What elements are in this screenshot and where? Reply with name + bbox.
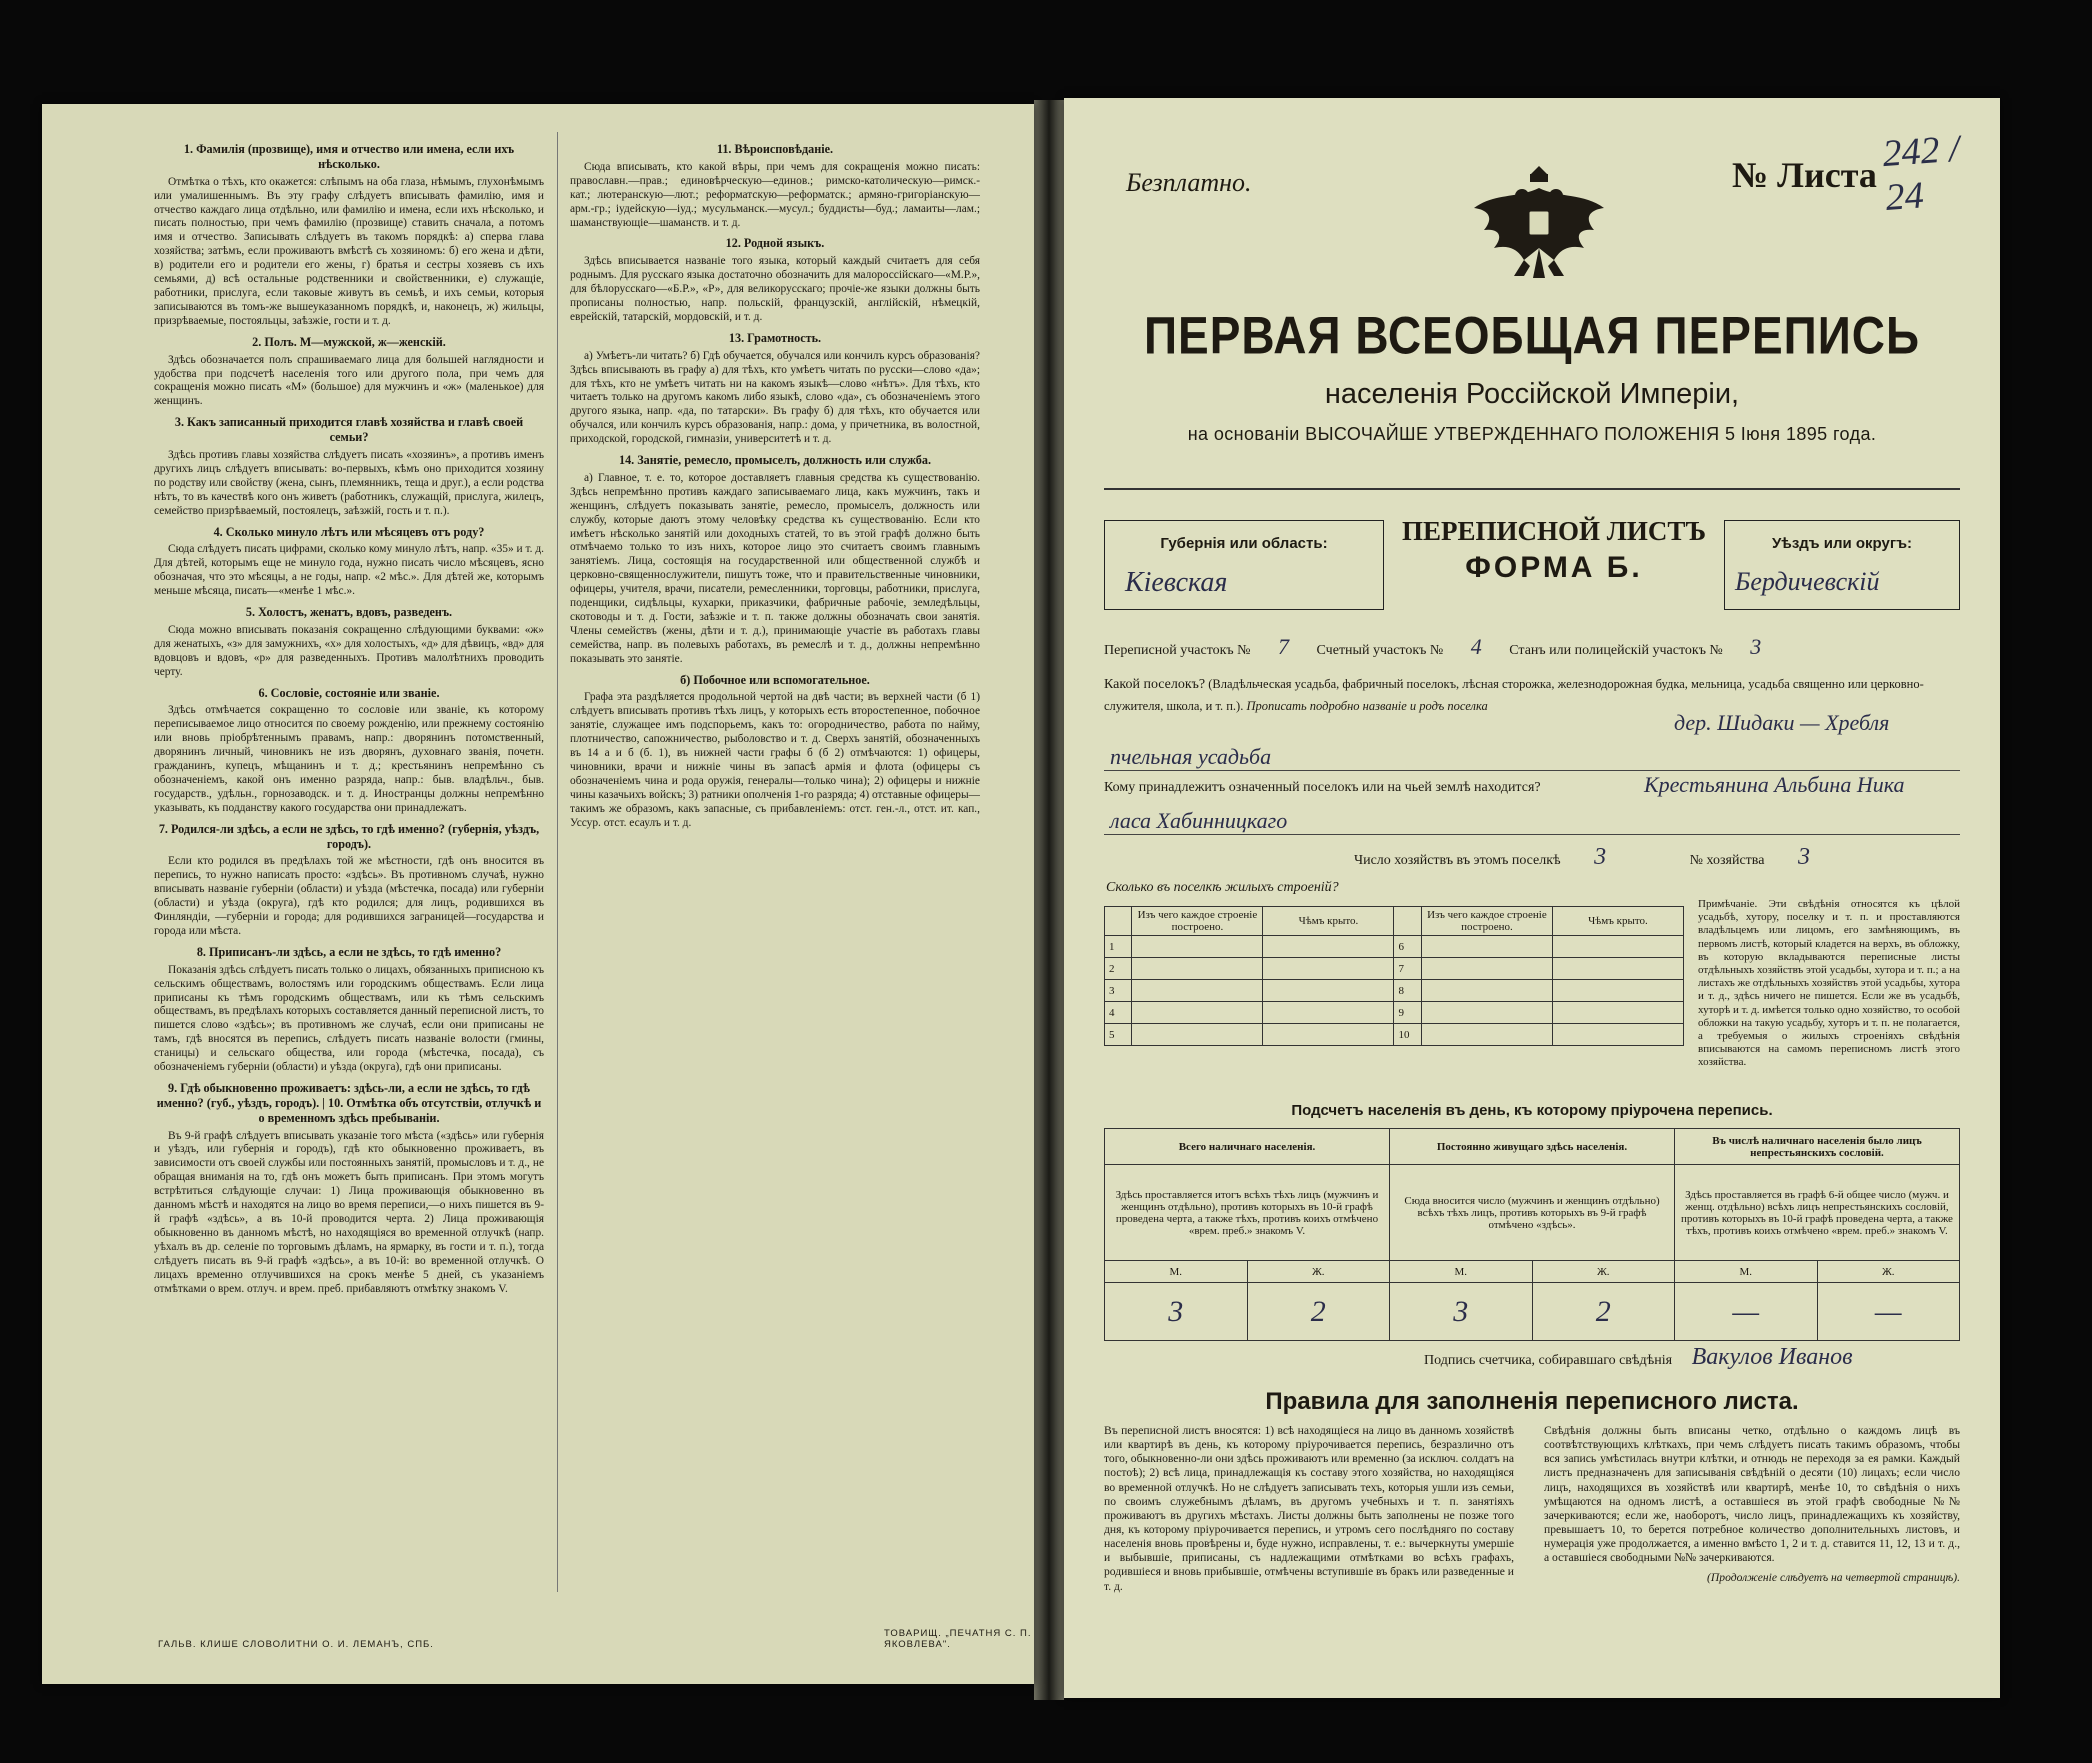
count-district-label: Счетный участокъ № bbox=[1316, 643, 1444, 658]
signature-line bbox=[1424, 1344, 1853, 1371]
section-text: Здѣсь противъ главы хозяйства слѣдуетъ писать «хозяинъ», а противъ именъ другихъ лицъ слѣдуетъ вписывать: во-первыхъ, кѣмъ оно приходится хозяину по родству или свойству (жена, сынъ, племянникъ, теща и друг.), а если родства нѣтъ, то въ качествѣ кого онъ живетъ (работникъ, служащій, прислуга, жилецъ, семейство призрѣваемый, постоялецъ, заѣзжій, гость и т. п.). bbox=[154, 448, 544, 517]
signature-value: Вакулов Иванов bbox=[1691, 1344, 1853, 1370]
instructions-column-1 bbox=[154, 136, 544, 1604]
section-text: Сюда можно вписывать показанія сокращенно слѣдующими буквами: «ж» для женатыхъ, «з» для замужнихъ, «х» для холостыхъ, «д» для дѣвицъ, «вд» для вдовцовъ и вдовъ, «р» для разведенныхъ. Противъ малолѣтнихъ проводить черту. bbox=[154, 623, 544, 678]
column-divider bbox=[557, 132, 558, 1592]
section-heading: 3. Какъ записанный приходится главѣ хозяйства и главѣ своей семьи? bbox=[174, 415, 524, 445]
section-heading: 5. Холостъ, женатъ, вдовъ, разведенъ. bbox=[245, 605, 453, 619]
building-row-number: 10 bbox=[1394, 1024, 1421, 1046]
section-text: Здѣсь обозначается полъ спрашиваемаго лица для большей наглядности и удобства при подсчетѣ населенія того или другого пола, при чемъ для сокращенія можно писать «М» (большое) для мужчинъ и «ж» (маленькое) для женщинъ. bbox=[154, 353, 544, 408]
tally-header-total: Всего наличнаго населенія. bbox=[1105, 1129, 1390, 1165]
household-number-value: 3 bbox=[1797, 844, 1810, 870]
section-text: Въ 9-й графѣ слѣдуетъ вписывать указаніе того мѣста («здѣсь» или губернія и уѣздъ, или губернія и городъ), гдѣ кто обыкновенно проживаетъ, въ зависимости отъ своей службы или постоянныхъ занятій, промысловъ и т. д., не обращая вниманія на то, гдѣ онъ можетъ быть приписанъ. При этомъ могутъ встрѣтиться слѣдующіе случаи: 1) Лица проживающія обыкновенно въ данномъ мѣстѣ и находятся на лицо во время переписи,—о нихъ пишется въ 9-й графѣ «здѣсь», а въ 10-й проводится черта. 2) Лица проживающія обыкновенно въ данномъ мѣстѣ, но находящіяся во временной отлучкѣ (напр. уѣхалъ въ др. селеніе по торговымъ дѣламъ, на ярмарку, въ гости и т. п.), тогда слѣдуетъ писать въ 9-й графѣ «здѣсь», а въ 10-й: во временной отлучкѣ. О лицахъ временно отлучившихся на срокъ менѣе 5 дней, съ указаніемъ отмѣтками о врем. отлуч. и врем. преб. прибавляютъ отмѣтку знакомъ V. bbox=[154, 1129, 544, 1295]
section-heading: 7. Родился-ли здѣсь, а если не здѣсь, то гдѣ именно? (губернія, уѣздъ, городъ). bbox=[158, 821, 540, 851]
households-label: Число хозяйствъ въ этомъ поселкѣ bbox=[1354, 853, 1561, 868]
form-name: ФОРМА Б. bbox=[1465, 551, 1643, 584]
settlement-hint: (Владѣльческая усадьба, фабричный поселокъ, лѣсная сторожка, железнодорожная будка, мельница, усадьба священно или церковно-служителя, школа, и т. п.). bbox=[1104, 677, 1924, 714]
uezd-box bbox=[1724, 520, 1960, 610]
section-heading: 11. Вѣроисповѣданіе. bbox=[716, 142, 834, 156]
census-subtitle: населенія Россійской Имперіи, bbox=[1324, 378, 1740, 410]
census-district-value: 7 bbox=[1278, 634, 1290, 659]
section-heading: 12. Родной языкъ. bbox=[725, 236, 825, 251]
tally-header-permanent: Постоянно живущаго здѣсь населенія. bbox=[1390, 1129, 1675, 1165]
building-row-number: 9 bbox=[1394, 1002, 1421, 1024]
settlement-label: Какой поселокъ? bbox=[1104, 677, 1206, 692]
gubernia-value: Кіевская bbox=[1125, 567, 1228, 598]
tally-value: 3 bbox=[1390, 1283, 1533, 1341]
tally-sex-header: Ж. bbox=[1247, 1261, 1390, 1283]
buildings-col-material-2: Изъ чего каждое строеніе построено. bbox=[1421, 907, 1552, 936]
buildings-col-roof-2: Чѣмъ крыто. bbox=[1552, 907, 1683, 936]
uezd-label: Уѣздъ или округъ: bbox=[1771, 535, 1913, 552]
section-heading: 4. Сколько минуло лѣтъ или мѣсяцевъ отъ роду? bbox=[213, 524, 485, 539]
rules-continued: (Продолженіе слѣдуетъ на четвертой страницѣ). bbox=[1707, 1571, 1960, 1585]
section-text: Если кто родился въ предѣлахъ той же мѣстности, гдѣ онъ вносится въ перепись, то нужно написать просто: «здѣсь». Въ противномъ случаѣ, нужно вписывать названіе губерніи (области) и уѣзда (мѣстечка, посада) или губерніи (области) и уѣзда (округа), гдѣ кто родился; для лицъ, родившихся въ Финляндіи, —губерніи и города; для родившихся заграницей—государства и города или мѣста. bbox=[154, 855, 544, 937]
section-heading: 14. Занятіе, ремесло, промыселъ, должность или служба. bbox=[618, 453, 932, 468]
buildings-table bbox=[1104, 906, 1684, 1046]
building-row-number: 1 bbox=[1105, 936, 1132, 958]
building-row-number: 2 bbox=[1105, 958, 1132, 980]
imperial-eagle-emblem-icon bbox=[1464, 148, 1614, 298]
free-label: Безплатно. bbox=[1126, 168, 1252, 197]
count-district-value: 4 bbox=[1470, 634, 1482, 659]
section-text: Графа эта раздѣляется продольной чертой на двѣ части; въ верхней части (б 1) слѣдуетъ вписывать противъ тѣхъ лицъ, у которыхъ есть второстепенное, побочное занятіе, служащее имъ подспорьемъ, какъ то: огородничество, работа по найму, плотничество, сапожничество, рыболовство и т. д. Сверхъ занятій, обозначенныхъ въ 14 а и б (б. 1), въ нижней части графы б (б 2) отмѣчаются: 1) офицеры, чиновники, врачи и нижніе чины въ запасѣ армія и флота (офицеры съ обозначеніемъ чина и рода оружія, генералы—только чина); 2) офицеры и нижніе чины казачьихъ войскъ; 3) ратники ополченія 1-го разряда; 4) отставные офицеры—такимъ же образомъ, какъ запасные, съ прибавленіемъ: отст. ген.-л., отст. ит. кап., Уссур. отст. есаулъ и т. д. bbox=[570, 691, 980, 829]
district-line bbox=[1104, 634, 1785, 660]
buildings-note: Примѣчаніе. Эти свѣдѣнія относятся къ цѣлой усадьбѣ, хутору, поселку и т. п. и проставляются владѣльцемъ или лицомъ, его замѣняющимъ, въ первомъ листѣ, который кладется на верхъ, въ обложку, въ которую вкладываются переписные листы отдѣльныхъ хозяйствъ этой усадьбы, хутора и т. п.; а на листахъ же отдѣльныхъ хозяйствъ этой усадьбы, хутора и т. д., здѣсь ничего не пишется. Если же въ усадьбѣ, хуторѣ и т. д. имѣется только одно хозяйство, то особой обложки на такую усадьбу, хуторъ и т. п. не полагается, а требуемыя о жилыхъ строеніяхъ свѣдѣнія вписываются на самомъ переписномъ листѣ этого хозяйства. bbox=[1698, 898, 1960, 1069]
sheet-number-handwritten: 242 / 24 bbox=[1881, 127, 1961, 219]
section-text: Показанія здѣсь слѣдуетъ писать только о лицахъ, обязанныхъ приписною къ сельскимъ обществамъ, волостямъ или городскимъ обществамъ. Если лица приписаны къ тѣмъ городскимъ обществамъ, или къ тѣмъ сельскимъ обществамъ, въ предѣлахъ которыхъ составляется данный переписной листъ, то пишется слово «здѣсь»; въ противномъ же случаѣ, если они приписаны не тамъ, гдѣ вносятся въ перепись, слѣдуетъ писать названіе волости (гмины, станицы) и сельскаго общества, или города (мѣстечка, посада), съ обозначеніемъ губерніи (области) и уѣзда (округа), гдѣ они приписаны. bbox=[154, 963, 544, 1074]
building-row-number: 7 bbox=[1394, 958, 1421, 980]
tally-title: Подсчетъ населенія въ день, къ которому пріурочена перепись. bbox=[1291, 1102, 1773, 1119]
census-title: ПЕРВАЯ ВСЕОБЩАЯ ПЕРЕПИСЬ bbox=[1143, 305, 1921, 365]
section-heading: 1. Фамилія (прозвище), имя и отчество или имена, если ихъ нѣсколько. bbox=[183, 142, 515, 171]
gubernia-box bbox=[1104, 520, 1384, 610]
tally-value: — bbox=[1817, 1283, 1960, 1341]
census-district-label: Переписной участокъ № bbox=[1104, 643, 1251, 658]
settlement-underline bbox=[1104, 770, 1960, 771]
signature-label: Подпись счетчика, собиравшаго свѣдѣнія bbox=[1424, 1353, 1673, 1368]
section-heading: б) Побочное или вспомогательное. bbox=[680, 672, 870, 687]
building-row-number: 8 bbox=[1394, 980, 1421, 1002]
tally-value: — bbox=[1675, 1283, 1818, 1341]
tally-sex-header: Ж. bbox=[1532, 1261, 1675, 1283]
building-row-number: 4 bbox=[1105, 1002, 1132, 1024]
tally-desc-total: Здѣсь проставляется итогъ всѣхъ тѣхъ лицъ (мужчинъ и женщинъ отдѣльно), противъ которыхъ въ 10-й графѣ проведена черта, а также тѣхъ, противъ коихъ отмѣчено «врем. преб.» знакомъ V. bbox=[1105, 1165, 1390, 1261]
buildings-label: Сколько въ поселкѣ жилыхъ строеній? bbox=[1106, 880, 1339, 895]
households-line bbox=[1354, 844, 1840, 871]
printer-imprint-left: ГАЛЬВ. КЛИШЕ СЛОВОЛИТНИ О. И. ЛЕМАНЪ, СПБ. bbox=[158, 1639, 434, 1650]
building-row-number: 5 bbox=[1105, 1024, 1132, 1046]
tally-desc-permanent: Сюда вносится число (мужчинъ и женщинъ отдѣльно) всѣхъ тѣхъ лицъ, противъ которыхъ въ 9-й графѣ отмѣчено «здѣсь». bbox=[1390, 1165, 1675, 1261]
section-text: Сюда слѣдуетъ писать цифрами, сколько кому минуло лѣтъ, напр. «35» и т. д. Для дѣтей, которымъ еще не минуло года, нужно писать число мѣсяцевъ, ясно обозначая, что это мѣсяцы, а не годы, напр. «2 мѣс.». Для дѣтей же, которымъ меньше мѣсяца, писать—«менѣе 1 мѣс.». bbox=[154, 543, 544, 598]
building-row-number: 3 bbox=[1105, 980, 1132, 1002]
left-page bbox=[42, 104, 1034, 1684]
tally-sex-header: Ж. bbox=[1817, 1261, 1960, 1283]
stan-value: 3 bbox=[1750, 634, 1762, 659]
tally-sex-header: М. bbox=[1105, 1261, 1248, 1283]
settlement-hint-2: Прописать подробно названіе и родъ поселка bbox=[1246, 699, 1488, 714]
section-text: а) Умѣетъ-ли читать? б) Гдѣ обучается, обучался или кончилъ курсъ образованія? Здѣсь вписывають въ графу а) для тѣхъ, кто умѣетъ читать по русски—слово «да»; для тѣхъ, кто не умѣетъ читать ни на какомъ языкѣ—слово «нѣтъ». Для тѣхъ, кто читаетъ только на другомъ какомъ либо языкѣ, слово «да», съ обозначеніемъ этого другого языка, напр. «да, по татарски». Въ графу б) для тѣхъ, кто обучается или обучался, или кончилъ курсъ образованія, напр.: дома, у причетника, въ волостной, приходской, городской, гимназіи, университетѣ и т. д. bbox=[570, 349, 980, 446]
section-text: а) Главное, т. е. то, которое доставляетъ главныя средства къ существованію. Здѣсь непремѣнно противъ каждаго записываемаго лица, какъ мужчинъ, такъ и женщинъ, слѣдуетъ показывать занятіе, ремесло, промыселъ, должность или службу, которые даютъ этому человѣку средства къ существованію. Если кто имѣетъ нѣсколько занятій или доходныхъ статей, то въ этой графѣ должно быть отмѣчаемо только то изъ нихъ, которое лицо это считаетъ своимъ главнымъ занятіемъ. Лица, состоящія на государственной или общественной службѣ и церковно-священнослужители, пишутъ тоже, что и правительственные чиновники, офицеры, учителя, врачи, писатели, ремесленники, торговцы, работники, прислуга, поденщики, сидѣльцы, кухарки, приказчики, фабричные рабочіе, земледѣльцы, скотоводы и т. д. Гости, заѣзжіе и т. п. также должны обозначать свои занятія. Члены семействъ (жены, дѣти и т. д.), принимающіе участіе въ работахъ главы семейства, напр. въ полевыхъ работахъ, въ ремеслѣ и т. д., должны непремѣнно показывать это занятіе. bbox=[570, 471, 980, 665]
census-form-page bbox=[1064, 98, 2000, 1698]
title-rule bbox=[1104, 488, 1960, 490]
rules-right-text: Свѣдѣнія должны быть вписаны четко, отдѣльно о каждомъ лицѣ въ соотвѣтствующихъ клѣткахъ, при чемъ слѣдуетъ писать такимъ образомъ, чтобы вся запись умѣстилась внутри клѣтки, и отнюдь не переходя за ея рамки. Каждый листъ предназначенъ для записыванія свѣдѣній о десяти (10) лицахъ; если число лицъ, находящихся въ хозяйствѣ или квартирѣ, менѣе 10, то свѣдѣнія о нихъ умѣщаются на одномъ листѣ, а оставшіеся въ этой графѣ свободные №№ зачеркиваются; если же, наоборотъ, число лицъ, принадлежащихъ къ хозяйству, превышаетъ 10, то берется потребное количество дополнительныхъ листовъ, и нумерація уже продолжается, а именно вмѣсто 1, 2 и т. д. ставится 11, 12, 13 и т. д., а оставшіеся свободными №№ зачеркиваются. bbox=[1544, 1424, 1960, 1565]
uezd-value: Бердичевскій bbox=[1735, 567, 1880, 596]
owner-value: Крестьянина Альбина Ника bbox=[1644, 772, 1905, 797]
section-text: Сюда вписывать, кто какой вѣры, при чемъ для сокращенія можно писать: православн.—прав.; единовѣрческую—единов.; римско-католическую—римск.-кат.; лютеранскую—лют.; реформатскую—реформатск.; армяно-григоріанскую—арм.-гр.; іудейскую—іуд.; мусульманск.—мусул.; буддисты—буд.; ламаиты—лам.; шаманствующіе—шаманств. и т. д. bbox=[570, 160, 980, 229]
section-heading: 13. Грамотность. bbox=[728, 330, 822, 345]
section-heading: 6. Сословіе, состояніе или званіе. bbox=[258, 685, 440, 700]
book-spine bbox=[1034, 100, 1064, 1700]
tally-sex-header: М. bbox=[1675, 1261, 1818, 1283]
tally-value: 2 bbox=[1247, 1283, 1390, 1341]
section-text: Здѣсь отмѣчается сокращенно то сословіе или званіе, къ которому переписываемое лицо относится по своему рожденію, или прежнему состоянію или вновь пріобрѣтеннымъ правамъ, напр.: дворянинъ потомственный, дворянинъ личный, чиновникъ не изъ дворянъ, духовнаго званія, почетн. гражданинъ, купецъ, мѣщанинъ и т. д.; крестьянинъ непремѣнно съ обозначеніемъ, какой онъ именно разряда, напр.: быв. владѣльч., быв. государств., удѣльн., горнозаводск. и т. д. Иностранцы должны непремѣнно указывать, къ подданству какого государства они принадлежатъ. bbox=[154, 704, 544, 814]
section-heading: 2. Полъ. М—мужской, ж—женскій. bbox=[252, 334, 446, 349]
form-title-block bbox=[1384, 516, 1724, 585]
printer-imprint-right: ТОВАРИЩ. „ПЕЧАТНЯ С. П. ЯКОВЛЕВА". bbox=[884, 1628, 1032, 1650]
rules-column-right bbox=[1544, 1424, 1960, 1586]
buildings-col-roof: Чѣмъ крыто. bbox=[1263, 907, 1394, 936]
household-number-label: № хозяйства bbox=[1689, 853, 1765, 868]
owner-value-2: ласа Хабинницкаго bbox=[1110, 808, 1288, 833]
census-legal-basis: на основаніи ВЫСОЧАЙШЕ УТВЕРЖДЕННАГО ПОЛОЖЕНІЯ 5 Іюня 1895 года. bbox=[1187, 424, 1877, 444]
households-value: 3 bbox=[1594, 844, 1607, 870]
sheet-number-label: № Листа bbox=[1732, 155, 1877, 195]
tally-header-nonpeasant: Въ числѣ наличнаго населенія было лицъ непрестьянскихъ сословій. bbox=[1675, 1129, 1960, 1165]
section-text: Здѣсь вписывается названіе того языка, который каждый считаетъ для себя роднымъ. Для русскаго языка достаточно обозначить для малороссійскаго—«М.Р.», для бѣлорусскаго—«Б.Р.», «Р», для великорусскаго; прочіе-же языки должны быть прописаны полностью, напр. польскій, французскій, англійскій, нѣмецкій, еврейскій, татарскій, мордовскій, и т. д. bbox=[570, 255, 980, 323]
settlement-value-2: пчельная усадьба bbox=[1110, 744, 1272, 769]
buildings-col-material: Изъ чего каждое строеніе построено. bbox=[1132, 907, 1263, 936]
settlement-value: дер. Шидаки — Хребля bbox=[1674, 710, 1890, 735]
tally-value: 2 bbox=[1532, 1283, 1675, 1341]
gubernia-label: Губернія или область: bbox=[1160, 535, 1328, 552]
rules-column-left: Въ переписной листъ вносятся: 1) всѣ находящіеся на лицо въ данномъ хозяйствѣ или квартирѣ въ день, къ которому пріурочивается перепись, безразлично отъ того, обыкновенно-ли они здѣсь проживаютъ или временно (за исключ. солдатъ на постоѣ); 2) всѣ лица, принадлежащія къ составу этого хозяйства, но находящіяся во временной отлучкѣ. Но не слѣдуетъ записывать техъ, которыя ушли изъ семьи, по своимъ служебнымъ дѣламъ, въ другомъ учебныхъ и т. п. занятіяхъ проживаютъ въ другихъ мѣстахъ. Листы должны быть заполнены не позже того дня, къ которому пріурочивается перепись, и утромъ сего послѣдняго по составу населенія вновь провѣрены и, буде нужно, исправлены, т. е.: вычеркнуты умершіе и выбывшіе, приписаны, съ надлежащими отмѣтками во всѣхъ графахъ, родившіеся и вновь прибывшіе, отмѣчены вступившіе въ бракъ или разведенные и т. д. bbox=[1104, 1424, 1514, 1593]
tally-value: 3 bbox=[1105, 1283, 1248, 1341]
building-row-number: 6 bbox=[1394, 936, 1421, 958]
instructions-column-2 bbox=[570, 136, 980, 1604]
form-title: ПЕРЕПИСНОЙ ЛИСТЪ bbox=[1401, 516, 1707, 546]
stan-label: Станъ или полицейскій участокъ № bbox=[1509, 643, 1723, 658]
section-heading: 9. Гдѣ обыкновенно проживаетъ: здѣсь-ли, а если не здѣсь, то гдѣ именно? (губ., уѣздъ, городъ). | 10. Отмѣтка объ отсутствіи, отлучкѣ и о временномъ здѣсь пребываніи. bbox=[156, 1080, 542, 1125]
owner-underline bbox=[1104, 834, 1960, 835]
section-heading: 8. Приписанъ-ли здѣсь, а если не здѣсь, то гдѣ именно? bbox=[196, 944, 502, 959]
tally-sex-header: М. bbox=[1390, 1261, 1533, 1283]
population-tally-table bbox=[1104, 1128, 1960, 1341]
section-text: Отмѣтка о тѣхъ, кто окажется: слѣпымъ на оба глаза, нѣмымъ, глухонѣмымъ или умалишеннымъ. Въ эту графу слѣдуетъ вписывать фамилію, имя и отчество каждаго лица отдѣльно, или фамилію и имена, если ихъ нѣсколько, и писать полностью, при чемъ фамилію (прозвище) ставить сначала, а потомъ имя и отчество. Записывать слѣдуетъ въ такомъ порядкѣ: а) сперва глава хозяйства; затѣмъ, если проживаютъ вмѣстѣ съ хозяиномъ: б) его жена и дѣти, в) родители его и родители его жены, г) братья и сестры хозяевъ съ ихъ семьями, д) всѣ остальные родственники и свойственники, е) служащіе, работники, прислуга, если таковые живутъ въ семьѣ, и ихъ семьи, которыя записываются въ томъ-же вышеуказанномъ порядкѣ, и, наконецъ, ж) жильцы, призрѣваемые, постояльцы, заѣзжіе, гости и т. д. bbox=[154, 175, 544, 327]
owner-label: Кому принадлежитъ означенный поселокъ или на чьей землѣ находится? bbox=[1104, 780, 1541, 795]
rules-title: Правила для заполненія переписного листа. bbox=[1265, 1388, 1799, 1415]
tally-desc-nonpeasant: Здѣсь проставляется въ графѣ 6-й общее число (мужч. и женщ. отдѣльно) всѣхъ лицъ непрестьянскихъ сословій, противъ которыхъ въ 10-й графѣ проведена черта, а также тѣхъ, противъ коихъ отмѣчено «врем. преб.» знакомъ V. bbox=[1675, 1165, 1960, 1261]
